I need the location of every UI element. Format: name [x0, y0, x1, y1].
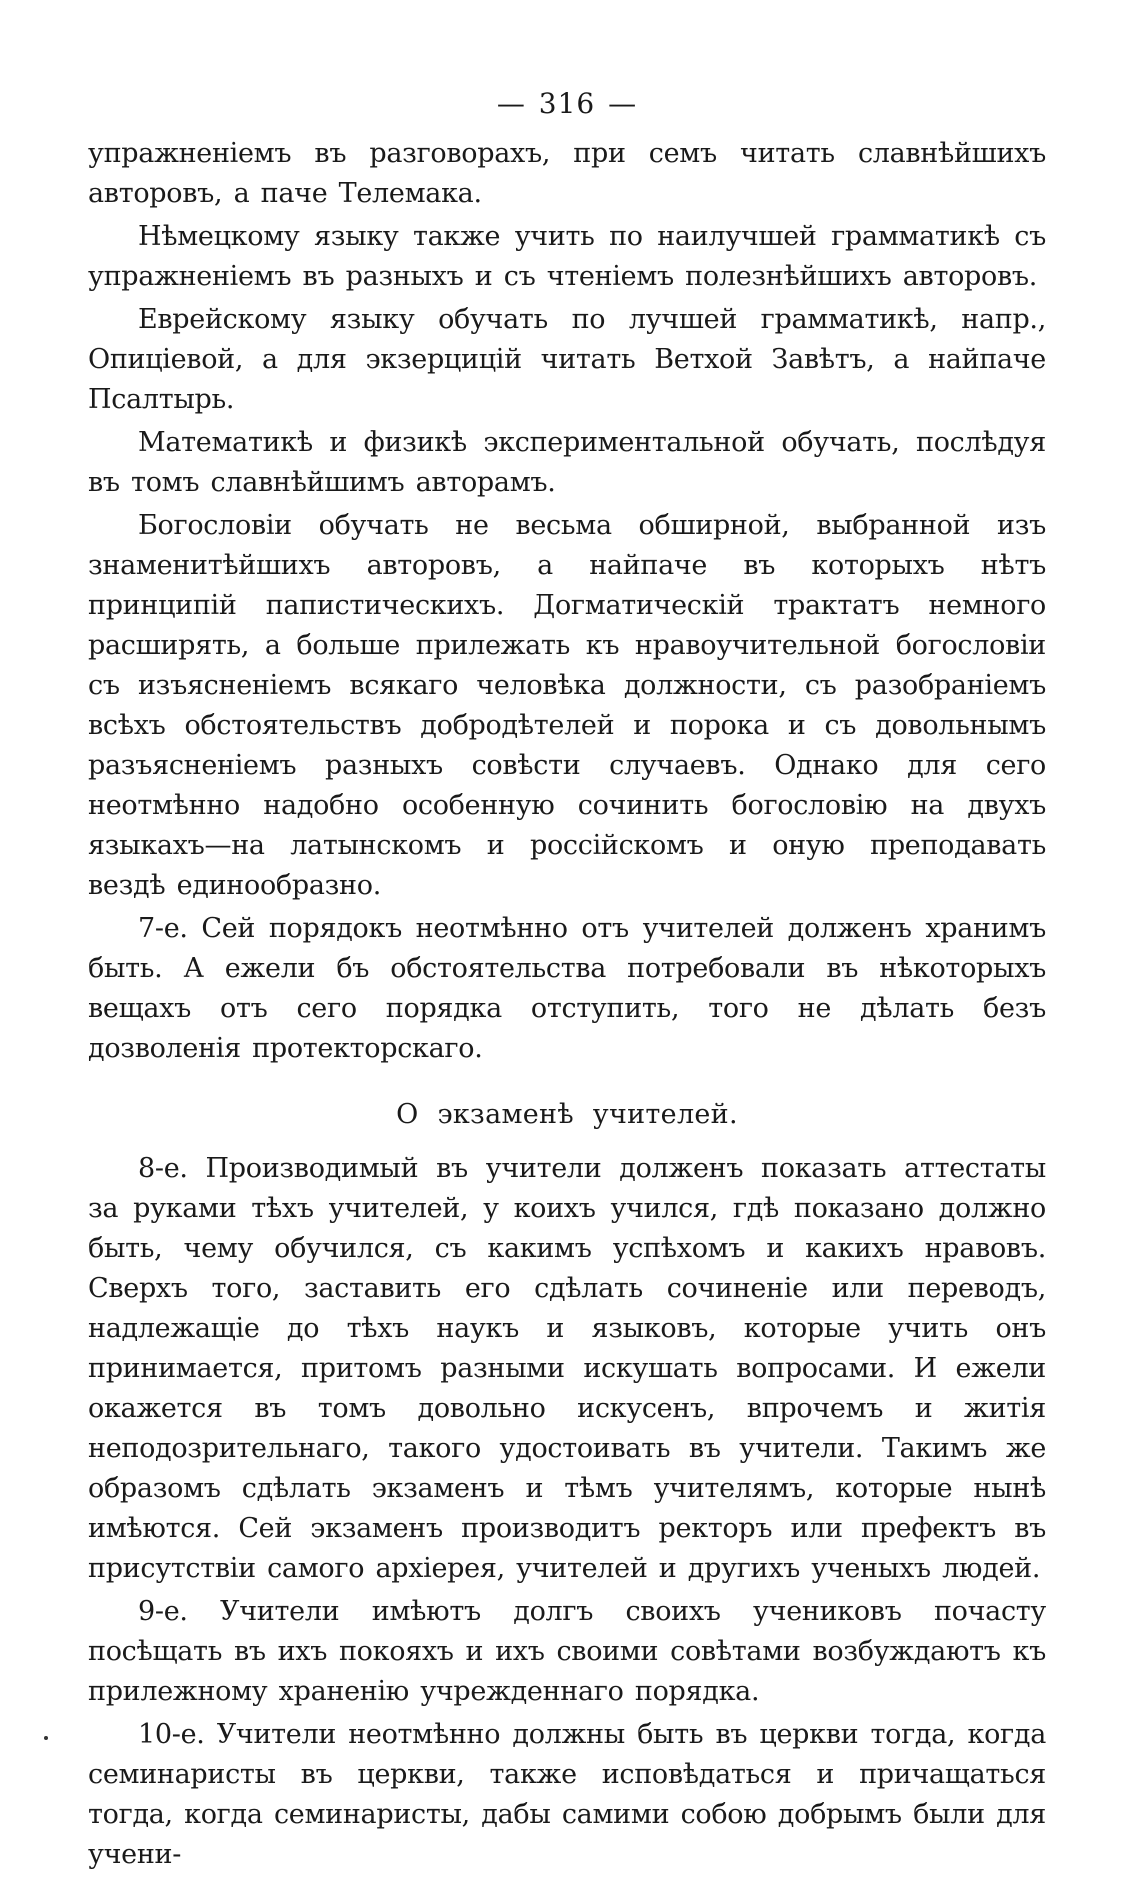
paragraph: Еврейскому языку обучать по лучшей грамматикѣ, напр., Опиціевой, а для экзерцицій читать Ветхой Завѣтъ, а найпаче Псалтырь.: [88, 304, 1046, 415]
paragraph: 8-е. Производимый въ учители долженъ показать аттестаты за руками тѣхъ учителей, у коихъ учился, гдѣ показано должно быть, чему обучился, съ какимъ успѣхомъ и какихъ нравовъ. Сверхъ того, заставить его сдѣлать сочиненіе или переводъ, надлежащіе до тѣхъ наукъ и языковъ, которые учить онъ принимается, притомъ разными искушать вопросами. И ежели окажется въ томъ довольно искусенъ, впрочемъ и житія неподозрительнаго, такого удостоивать въ учители. Такимъ же образомъ сдѣлать экзаменъ и тѣмъ учителямъ, которые нынѣ имѣются. Сей экзаменъ производитъ ректоръ или префектъ въ присутствіи самого архіерея, учителей и другихъ ученыхъ людей.: [88, 1153, 1046, 1584]
margin-speck: [44, 1736, 48, 1740]
text-block-after: [88, 1149, 1046, 1875]
paragraph: Богословіи обучать не весьма обширной, выбранной изъ знаменитѣйшихъ авторовъ, а найпаче въ которыхъ нѣтъ принципій папистическихъ. Догматическій трактатъ немного расширять, а больше прилежать къ нравоучительной богословіи съ изъясненіемъ всякаго человѣка должности, съ разобраніемъ всѣхъ обстоятельствъ добродѣтелей и порока и съ довольнымъ разъясненіемъ разныхъ совѣсти случаевъ. Однако для сего неотмѣнно надобно особенную сочинить богословію на двухъ языкахъ—на латынскомъ и россійскомъ и оную преподавать вездѣ единообразно.: [88, 510, 1046, 901]
paragraph: Математикѣ и физикѣ экспериментальной обучать, послѣдуя въ томъ славнѣйшимъ авторамъ.: [88, 427, 1046, 498]
paragraph: 9-е. Учители имѣютъ долгъ своихъ учениковъ почасту посѣщать въ ихъ покояхъ и ихъ своими совѣтами возбуждаютъ къ прилежному храненію учрежденнаго порядка.: [88, 1596, 1046, 1707]
section-heading: О экзаменѣ учителей.: [396, 1099, 738, 1130]
page-number: — 316 —: [496, 87, 638, 120]
book-page: [88, 84, 1046, 1878]
paragraph: Нѣмецкому языку также учить по наилучшей грамматикѣ съ упражненіемъ въ разныхъ и съ чтеніемъ полезнѣйшихъ авторовъ.: [88, 221, 1046, 292]
paragraph: 10-е. Учители неотмѣнно должны быть въ церкви тогда, когда семинаристы въ церкви, также исповѣдаться и причащаться тогда, когда семинаристы, дабы самими собою добрымъ были для учени-: [88, 1719, 1046, 1870]
paragraph: упражненіемъ въ разговорахъ, при семъ читать славнѣйшихъ авторовъ, а паче Телемака.: [88, 138, 1046, 209]
paragraph: 7-е. Сей порядокъ неотмѣнно отъ учителей долженъ хранимъ быть. А ежели бъ обстоятельства потребовали въ нѣкоторыхъ вещахъ отъ сего порядка отступить, того не дѣлать безъ дозволенія протекторскаго.: [88, 913, 1046, 1064]
text-block-before: [88, 134, 1046, 1069]
